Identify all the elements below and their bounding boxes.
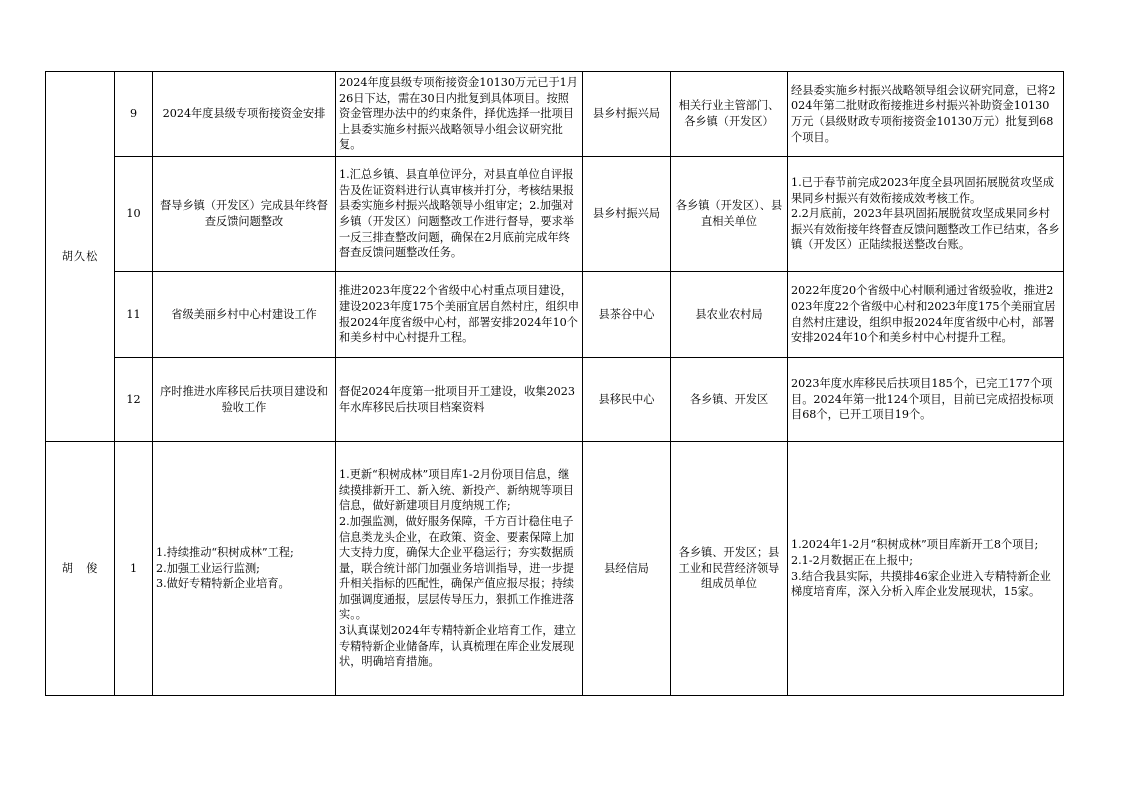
lead-unit-cell: 县乡村振兴局 bbox=[583, 72, 671, 157]
task-cell: 省级美丽乡村中心村建设工作 bbox=[153, 272, 336, 358]
lead-unit-cell: 县茶谷中心 bbox=[583, 272, 671, 358]
progress-cell: 经县委实施乡村振兴战略领导组会议研究同意，已将2024年第二批财政衔接推进乡村振兴补助资金10130万元（县级财政专项衔接资金10130万元）批复到68个项目。 bbox=[788, 72, 1064, 157]
progress-paragraph: 1.已于春节前完成2023年度全县巩固拓展脱贫攻坚成果同乡村振兴有效衔接成效考核工作。 bbox=[791, 176, 1054, 205]
coop-unit-cell: 各乡镇、开发区 bbox=[671, 358, 788, 442]
table-row bbox=[46, 157, 1064, 272]
task-cell bbox=[153, 442, 336, 696]
row-number: 11 bbox=[115, 272, 153, 358]
table-row bbox=[46, 272, 1064, 358]
table-row bbox=[46, 358, 1064, 442]
leader-cell: 胡久松 bbox=[46, 72, 115, 442]
row-number: 1 bbox=[115, 442, 153, 696]
task-cell: 督导乡镇（开发区）完成县年终督查反馈问题整改 bbox=[153, 157, 336, 272]
progress-paragraph: 3.结合我县实际，共摸排46家企业进入专精特新企业梯度培育库，深入分析入库企业发展现状，15家。 bbox=[791, 569, 1051, 599]
content-cell: 2024年度县级专项衔接资金10130万元已于1月26日下达，需在30日内批复到具体项目。按照资金管理办法中的约束条件，择优选择一批项目上县委实施乡村振兴战略领导小组会议研究批复。 bbox=[336, 72, 583, 157]
row-number: 12 bbox=[115, 358, 153, 442]
leader-cell: 胡 俊 bbox=[46, 442, 115, 696]
work-progress-table bbox=[45, 71, 1064, 696]
row-number: 9 bbox=[115, 72, 153, 157]
task-line: 3.做好专精特新企业培育。 bbox=[156, 577, 290, 591]
lead-unit-cell: 县经信局 bbox=[583, 442, 671, 696]
task-line: 1.持续推动“积树成林”工程; bbox=[156, 546, 294, 560]
coop-unit-cell: 各乡镇（开发区）、县直相关单位 bbox=[671, 157, 788, 272]
table-row bbox=[46, 72, 1064, 157]
content-cell: 推进2023年度22个省级中心村重点项目建设，建设2023年度175个美丽宜居自然村庄，组织申报2024年度省级中心村，部署安排2024年10个和美乡村中心村提升工程。 bbox=[336, 272, 583, 358]
progress-cell: 2023年度水库移民后扶项目185个，已完工177个项目。2024年第一批124个项目，目前已完成招投标项目68个，已开工项目19个。 bbox=[788, 358, 1064, 442]
progress-paragraph: 1.2024年1-2月“积树成林”项目库新开工8个项目; bbox=[791, 538, 1039, 552]
content-cell bbox=[336, 442, 583, 696]
content-paragraph: 3认真谋划2024年专精特新企业培育工作，建立专精特新企业储备库，认真梳理在库企业发展现状，明确培育措施。 bbox=[339, 624, 576, 669]
lead-unit-cell: 县乡村振兴局 bbox=[583, 157, 671, 272]
content-cell: 督促2024年度第一批项目开工建设，收集2023年水库移民后扶项目档案资料 bbox=[336, 358, 583, 442]
lead-unit-cell: 县移民中心 bbox=[583, 358, 671, 442]
progress-cell: 2022年度20个省级中心村顺利通过省级验收，推进2023年度22个省级中心村和2023年度175个美丽宜居自然村庄建设，组织申报2024年度省级中心村，部署安排2024年10个和美乡村中心村提升工程。 bbox=[788, 272, 1064, 358]
content-cell bbox=[336, 157, 583, 272]
progress-cell bbox=[788, 157, 1064, 272]
content-paragraph: 2.加强监测，做好服务保障，千方百计稳住电子信息类龙头企业，在政策、资金、要素保障上加大支持力度，确保大企业平稳运行；夯实数据质量，联合统计部门加强业务培训指导，进一步提升相关指标的匹配性，确保产值应报尽报；持续加强调度通报，层层传导压力，狠抓工作推进落实。。 bbox=[339, 514, 574, 622]
content-paragraph: 1.更新“积树成林”项目库1-2月份项目信息，继续摸排新开工、新入统、新投产、新纳规等项目信息，做好新建项目月度纳规工作; bbox=[339, 468, 574, 513]
progress-paragraph: 2.2月底前，2023年县巩固拓展脱贫攻坚成果同乡村振兴有效衔接年终督查反馈问题整改工作已结束，各乡镇（开发区）正陆续报送整改台账。 bbox=[791, 207, 1060, 252]
content-paragraph: 1.汇总乡镇、县直单位评分，对县直单位自评报告及佐证资料进行认真审核并打分，考核结果报县委实施乡村振兴战略领导小组审定；2.加强对乡镇（开发区）问题整改工作进行督导，要求举一反三排查整改问题，确保在2月底前完成年终督查反馈问题整改任务。 bbox=[339, 168, 574, 260]
coop-unit-cell: 相关行业主管部门、各乡镇（开发区） bbox=[671, 72, 788, 157]
row-number: 10 bbox=[115, 157, 153, 272]
progress-paragraph: 2.1-2月数据正在上报中; bbox=[791, 553, 913, 567]
task-line: 2.加强工业运行监测; bbox=[156, 561, 260, 575]
coop-unit-cell: 各乡镇、开发区；县工业和民营经济领导组成员单位 bbox=[671, 442, 788, 696]
task-cell: 序时推进水库移民后扶项目建设和验收工作 bbox=[153, 358, 336, 442]
coop-unit-cell: 县农业农村局 bbox=[671, 272, 788, 358]
table-row bbox=[46, 442, 1064, 696]
progress-cell bbox=[788, 442, 1064, 696]
task-cell: 2024年度县级专项衔接资金安排 bbox=[153, 72, 336, 157]
